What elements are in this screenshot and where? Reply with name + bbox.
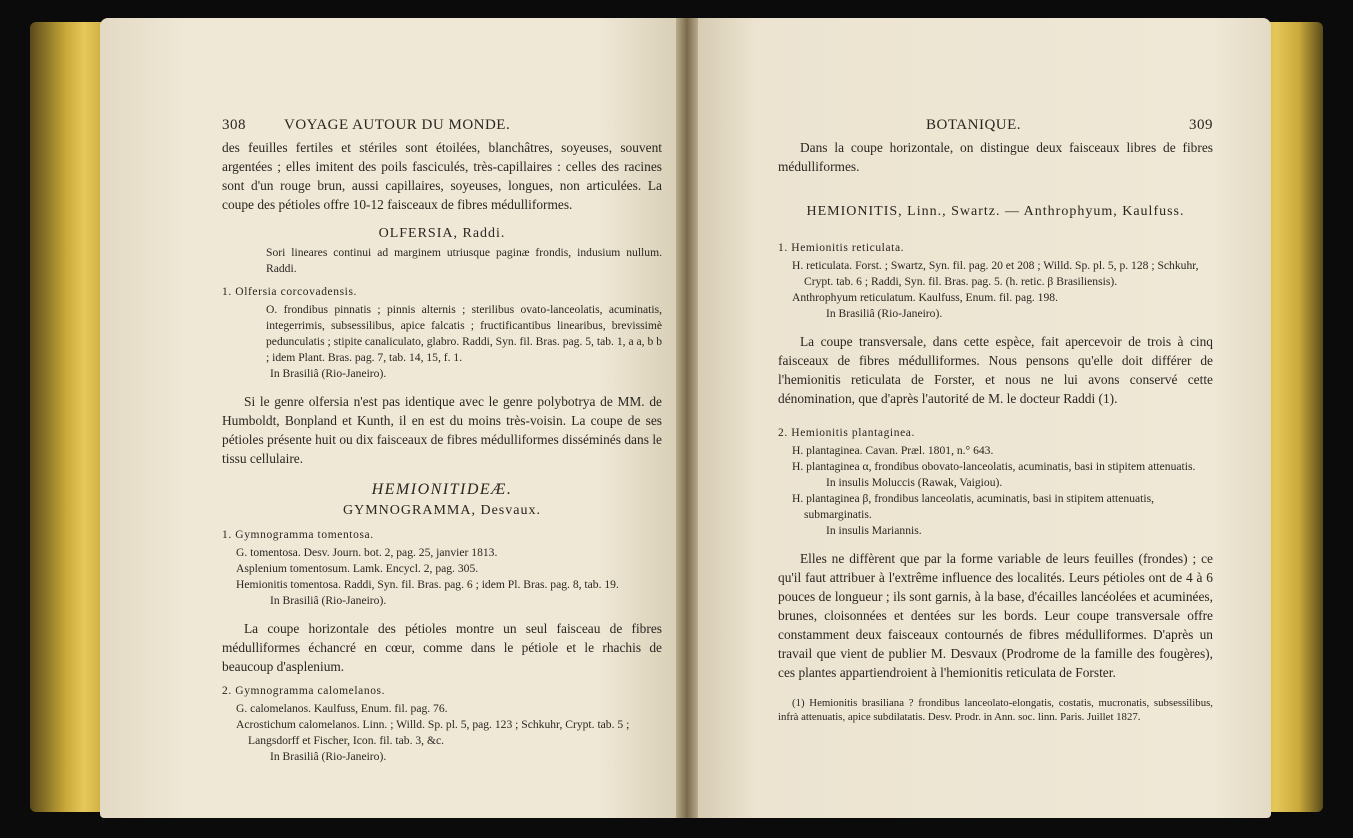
- hemionitis-2-synonym: H. plantaginea α, frondibus obovato-lanceolatis, acuminatis, basi in stipitem attenuatis.: [792, 460, 1196, 473]
- right-page: [686, 18, 1271, 818]
- right-running-head: [778, 116, 1213, 138]
- hemionitis-1-paragraph: La coupe transversale, dans cette espèce, fait apercevoir de trois à cinq faisceaux de fibres médulliformes. Nous pensons qu'elle doit différer de l'hemionitis reticulata de Forster, et nous ne lui avons conservé cette dénomination, que d'après l'autorité de M. le docteur Raddi (1).: [778, 334, 1213, 406]
- hemionitis-2-locality: In insulis Mariannis.: [826, 524, 922, 537]
- olfersia-diagnosis: Sori lineares continui ad marginem utriusque paginæ frondis, indusium nullum. Raddi.: [266, 246, 662, 275]
- olfersia-species-description: O. frondibus pinnatis ; pinnis alternis ; sterilibus ovato-lanceolatis, acuminatis, integerrimis, subsessilibus, apice falcatis ; fructificantibus linearibus, brevissimè pedunculatis ; stipite canaliculato, glabro. Raddi, Syn. fil. Bras. pag. 5, tab. 1, a a, b b ; idem Plant. Bras. pag. 7, tab. 14, 15, f. 1.: [266, 303, 662, 364]
- left-running-head: [222, 116, 662, 138]
- hemionitis-2-locality: In insulis Moluccis (Rawak, Vaigiou).: [826, 476, 1003, 489]
- hemionitis-1-synonym: Anthrophyum reticulatum. Kaulfuss, Enum. fil. pag. 198.: [792, 291, 1058, 304]
- olfersia-species-heading: 1. Olfersia corcovadensis.: [222, 286, 358, 298]
- running-title-left: VOYAGE AUTOUR DU MONDE.: [284, 117, 511, 133]
- hemionitis-genus-heading: HEMIONITIS, Linn., Swartz. — Anthrophyum, Kaulfuss.: [806, 204, 1185, 219]
- gymnogramma-2-locality: In Brasiliâ (Rio-Janeiro).: [270, 750, 387, 763]
- intro-paragraph-left: des feuilles fertiles et stériles sont étoilées, blanchâtres, soyeuses, souvent argentées ; elles imitent des poils fasciculés, très-capillaires : celles des racines sont d'un rouge brun, aussi capillaires, soyeuses, longues, non articulées. La coupe des pétioles offre 10-12 faisceaux de fibres médulliformes.: [222, 140, 662, 212]
- gymnogramma-1-synonym: Asplenium tomentosum. Lamk. Encycl. 2, pag. 305.: [236, 562, 479, 575]
- footnote: (1) Hemionitis brasiliana ? frondibus lanceolato-elongatis, costatis, mucronatis, subsessilibus, infrà attenuatis, apice subdilatatis. Desv. Prodr. in Ann. soc. linn. Paris. Juillet 1827.: [778, 697, 1213, 723]
- page-number-right: 309: [1189, 117, 1213, 133]
- gymnogramma-1-locality: In Brasiliâ (Rio-Janeiro).: [270, 594, 387, 607]
- running-title-right: BOTANIQUE.: [926, 117, 1022, 133]
- gymnogramma-1-synonym: G. tomentosa. Desv. Journ. bot. 2, pag. 25, janvier 1813.: [236, 546, 498, 559]
- gymnogramma-1-heading: 1. Gymnogramma tomentosa.: [222, 529, 374, 541]
- book-gutter: [676, 18, 698, 818]
- left-page-content: [222, 116, 662, 765]
- hemionitis-2-heading: 2. Hemionitis plantaginea.: [778, 427, 915, 439]
- gymnogramma-paragraph: La coupe horizontale des pétioles montre un seul faisceau de fibres médulliformes échancré en cœur, comme dans le pétiole et le rhachis de beaucoup d'asplenium.: [222, 621, 662, 674]
- hemionitis-1-locality: In Brasiliâ (Rio-Janeiro).: [826, 307, 943, 320]
- gymnogramma-1-synonym: Hemionitis tomentosa. Raddi, Syn. fil. Bras. pag. 6 ; idem Pl. Bras. pag. 8, tab. 19.: [236, 578, 619, 591]
- page-number-left: 308: [222, 117, 246, 133]
- olfersia-paragraph: Si le genre olfersia n'est pas identique avec le genre polybotrya de MM. de Humboldt, Bonpland et Kunth, il en est du moins très-voisin. La coupe de ses pétioles présente huit ou dix faisceaux de fibres médulliformes disséminés dans le tissu cellulaire.: [222, 394, 662, 466]
- intro-paragraph-right: Dans la coupe horizontale, on distingue deux faisceaux libres de fibres médulliformes.: [778, 140, 1213, 174]
- olfersia-genus-heading: OLFERSIA, Raddi.: [378, 226, 506, 241]
- hemionitis-1-synonym: H. reticulata. Forst. ; Swartz, Syn. fil. pag. 20 et 208 ; Willd. Sp. pl. 5, p. 128 ; Schkuhr, Crypt. tab. 6 ; Raddi, Syn. fil. Bras. pag. 5. (h. retic. β Brasiliensis).: [792, 259, 1199, 288]
- gymnogramma-genus-heading: GYMNOGRAMMA, Desvaux.: [343, 503, 541, 518]
- left-page: [100, 18, 686, 818]
- right-page-content: [778, 116, 1213, 724]
- gymnogramma-2-synonym: Acrostichum calomelanos. Linn. ; Willd. Sp. pl. 5, pag. 123 ; Schkuhr, Crypt. tab. 5 ; Langsdorff et Fischer, Icon. fil. tab. 3, &c.: [236, 718, 630, 747]
- gymnogramma-2-synonym: G. calomelanos. Kaulfuss, Enum. fil. pag. 76.: [236, 702, 448, 715]
- hemionitis-2-synonym: H. plantaginea β, frondibus lanceolatis, acuminatis, basi in stipitem attenuatis, submarginatis.: [792, 492, 1154, 521]
- gymnogramma-2-heading: 2. Gymnogramma calomelanos.: [222, 685, 386, 697]
- family-heading: HEMIONITIDEÆ.: [371, 481, 513, 498]
- hemionitis-2-paragraph: Elles ne diffèrent que par la forme variable de leurs feuilles (frondes) ; ce qu'il faut attribuer à l'extrême influence des localités. Leurs pétioles ont de 4 à 6 pouces de longueur ; ils sont garnis, à la base, d'écailles lancéolées et acuminées, brunes, cloisonnées et dentées sur les bords. Leur coupe transversale offre constamment deux faisceaux contournés de fibres médulliformes. D'après un travail que vient de publier M. Desvaux (Prodrome de la famille des fougères), ces plantes appartiendroient à l'hemionitis reticulata de Forster.: [778, 551, 1213, 680]
- olfersia-locality: In Brasiliâ (Rio-Janeiro).: [270, 367, 387, 380]
- hemionitis-1-heading: 1. Hemionitis reticulata.: [778, 242, 905, 254]
- hemionitis-2-synonym: H. plantaginea. Cavan. Præl. 1801, n.° 643.: [792, 444, 994, 457]
